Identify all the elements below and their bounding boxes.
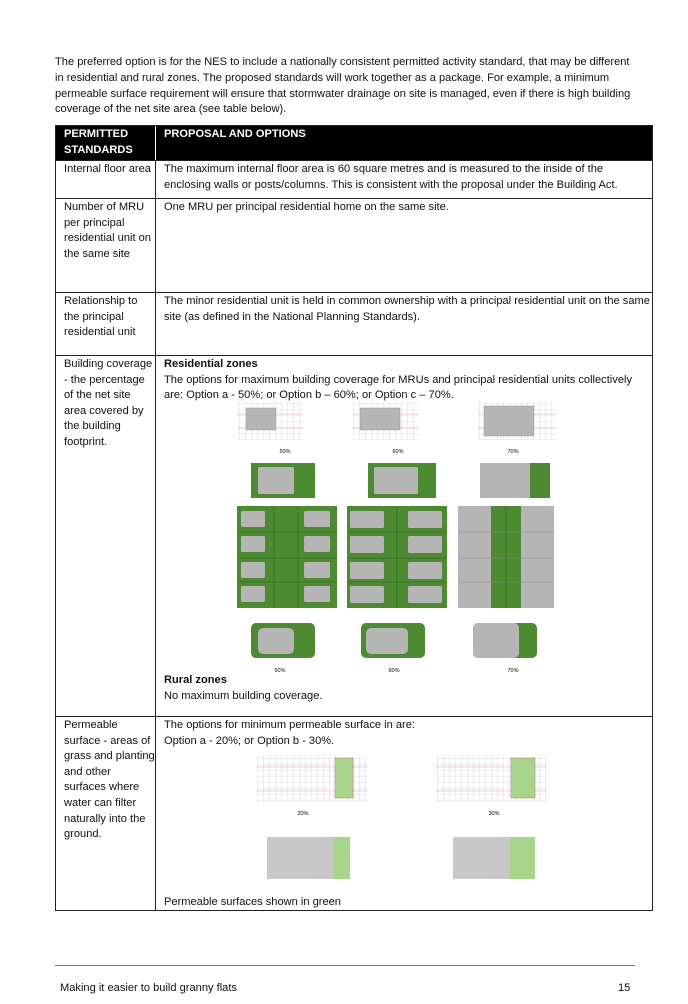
residential-options-text: The options for maximum building coverage for MRUs and principal residential units collectively are: Option a - 50%; or Option b – 60%; or Option c – 70%. (164, 373, 632, 402)
label-50-top: 50% (279, 449, 291, 455)
permeable-surface-diagram (156, 717, 653, 910)
table-row-floor-area (56, 160, 652, 198)
label-70-bottom: 70% (507, 668, 519, 674)
subdivision-60 (347, 506, 447, 608)
table-row-relationship (56, 292, 652, 355)
label-60-bottom: 60% (388, 668, 400, 674)
building-coverage-diagram (156, 356, 653, 716)
permeable-caption: Permeable surfaces shown in green (164, 896, 341, 908)
label-30: 30% (488, 811, 500, 817)
plan-50-diagram (237, 402, 303, 440)
single-lot-50 (251, 463, 315, 498)
page-number: 15 (618, 982, 631, 994)
label-20: 20% (297, 811, 309, 817)
single-lot-70 (480, 463, 550, 498)
label-50-bottom: 50% (274, 668, 286, 674)
rounded-lot-50 (251, 623, 315, 658)
rounded-lot-60 (361, 623, 425, 658)
table-row-building-coverage (56, 355, 652, 716)
table-header (56, 126, 652, 160)
rounded-lot-70 (473, 623, 537, 658)
residential-zones-heading: Residential zones (164, 358, 258, 370)
permeable-plan-20 (257, 755, 367, 803)
proposal-cell (156, 717, 652, 910)
label-70-top: 70% (507, 449, 519, 455)
plan-60-diagram (353, 402, 419, 440)
standards-table (55, 125, 653, 911)
label-60-top: 60% (392, 449, 404, 455)
permeable-plan-30 (436, 755, 546, 803)
subdivision-50 (237, 506, 337, 608)
rural-zones-heading: Rural zones (164, 674, 227, 686)
header-standards: PERMITTED STANDARDS (56, 126, 156, 160)
standard-cell: Building coverage - the percentage of the net site area covered by the building footprint. (56, 356, 156, 716)
permeable-options-text: The options for minimum permeable surface in are: (164, 719, 415, 731)
table-row-number-mru (56, 198, 652, 292)
standard-cell: Relationship to the principal residential unit (56, 293, 156, 355)
footer-title: Making it easier to build granny flats (60, 982, 237, 994)
intro-paragraph: The preferred option is for the NES to include a nationally consistent permitted activity standard, that may be different in residential and rural zones. The proposed standards will work together as a package. For example, a minimum permeable surface requirement will ensure that stormwater drainage on site is managed, even if there is high building coverage of the net site area (see table below). (55, 56, 631, 116)
header-proposal: PROPOSAL AND OPTIONS (164, 128, 306, 140)
standard-cell: Internal floor area (56, 161, 156, 198)
proposal-cell: One MRU per principal residential home on the same site. (164, 201, 449, 213)
permeable-options-values: Option a - 20%; or Option b - 30%. (164, 734, 335, 747)
proposal-cell (156, 356, 652, 716)
plan-70-diagram (478, 402, 556, 440)
permeable-lot-20 (267, 837, 350, 879)
standard-cell: Permeable surface - areas of grass and planting and other surfaces where water can filter naturally into the ground. (56, 717, 156, 910)
proposal-cell: The maximum internal floor area is 60 square metres and is measured to the inside of the enclosing walls or posts/columns. This is consistent with the proposal under the Building Act. (164, 163, 618, 191)
table-row-permeable-surface (56, 716, 652, 910)
subdivision-70 (458, 506, 554, 608)
permeable-lot-30 (453, 837, 535, 879)
single-lot-60 (368, 463, 436, 498)
proposal-cell: The minor residential unit is held in common ownership with a principal residential unit on the same site (as defined in the National Planning Standards). (164, 295, 650, 323)
footer-divider (55, 965, 635, 966)
rural-zones-text: No maximum building coverage. (164, 690, 323, 702)
standard-cell: Number of MRU per principal residential unit on the same site (56, 199, 156, 292)
